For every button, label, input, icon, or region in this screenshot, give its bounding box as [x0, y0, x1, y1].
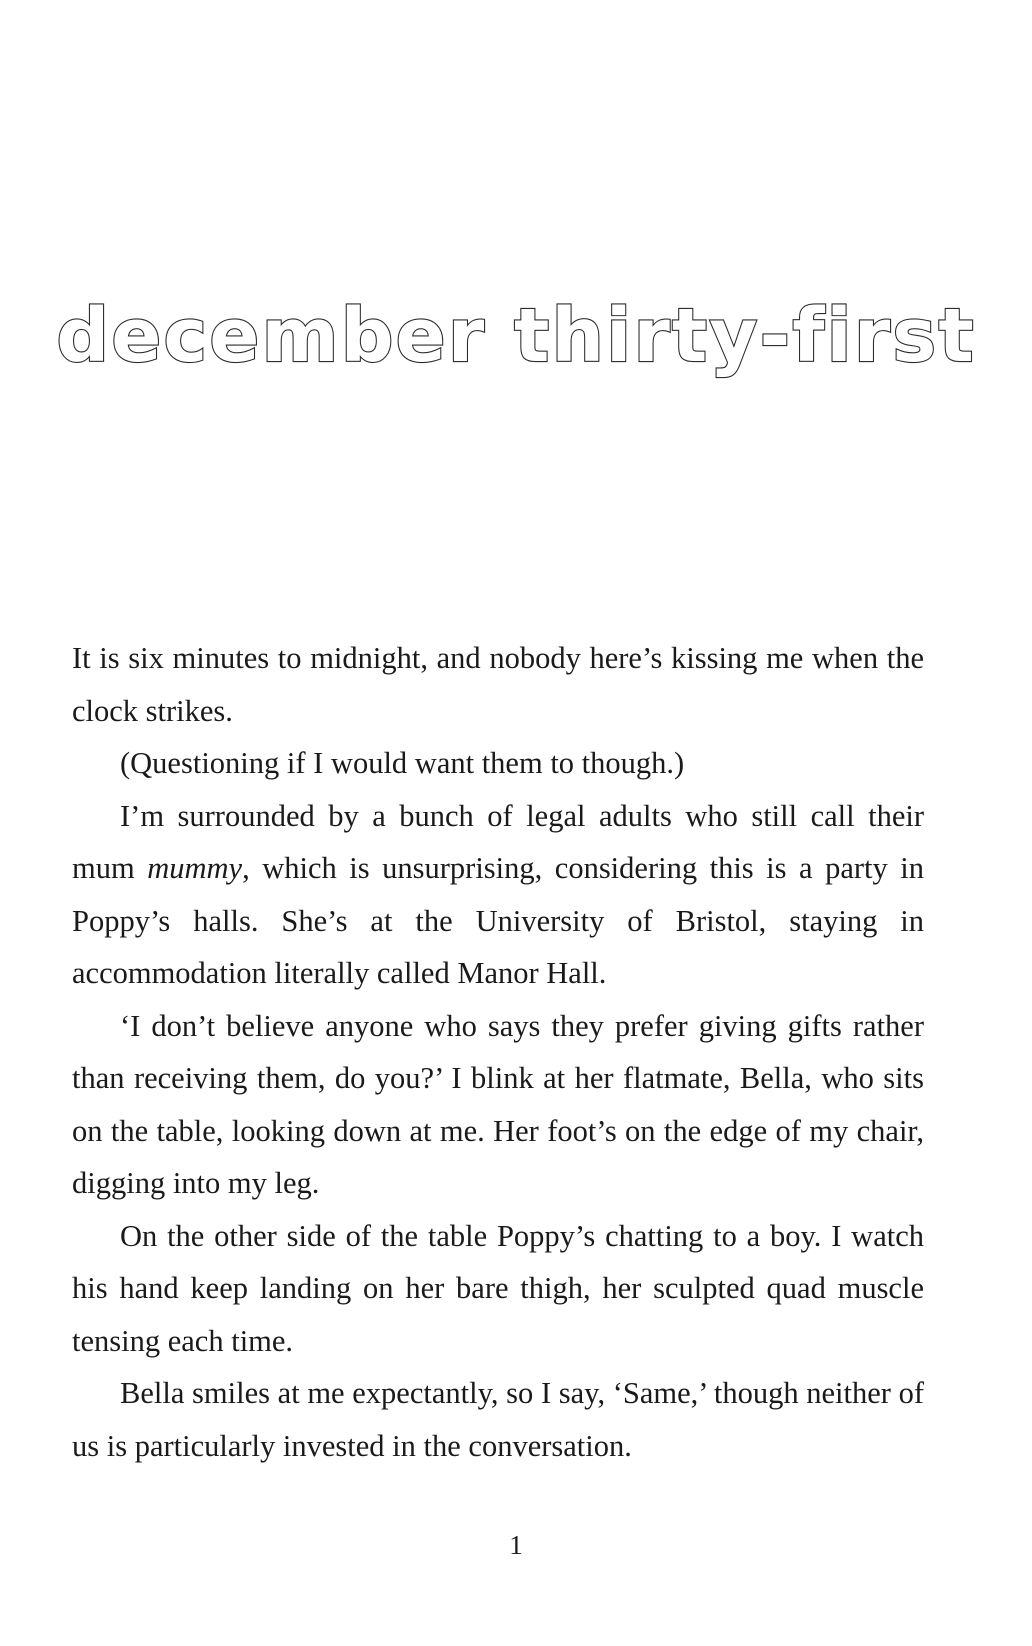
paragraph-text: I’m surrounded by a bunch of legal adults who still call their mum — [72, 798, 924, 885]
page-number: 1 — [509, 1530, 523, 1560]
paragraph: Bella smiles at me expectantly, so I say, ‘Same,’ though neither of us is particularly invested in the conversation. — [72, 1376, 924, 1463]
paragraph — [72, 790, 924, 1000]
paragraph: ‘I don’t believe anyone who says they prefer giving gifts rather than receiving them, do you?’ I blink at her flatmate, Bella, who sits on the table, looking down at me. Her foot’s on the edge of my chair, digging into my leg. — [72, 1008, 924, 1200]
italic-word: mummy — [147, 851, 243, 885]
body-text — [72, 632, 924, 1472]
paragraph: (Questioning if I would want them to though.) — [120, 746, 685, 780]
chapter-title: december thirty-first — [56, 293, 976, 379]
paragraph: On the other side of the table Poppy’s chatting to a boy. I watch his hand keep landing on her bare thigh, her sculpted quad muscle tensing each time. — [72, 1218, 924, 1358]
paragraph-text: , which is unsurprising, considering this is a party in Poppy’s halls. She’s at the University of Bristol, staying in accommodation literally called Manor Hall. — [72, 851, 924, 990]
paragraph: It is six minutes to midnight, and nobody here’s kissing me when the clock strikes. — [72, 641, 924, 728]
